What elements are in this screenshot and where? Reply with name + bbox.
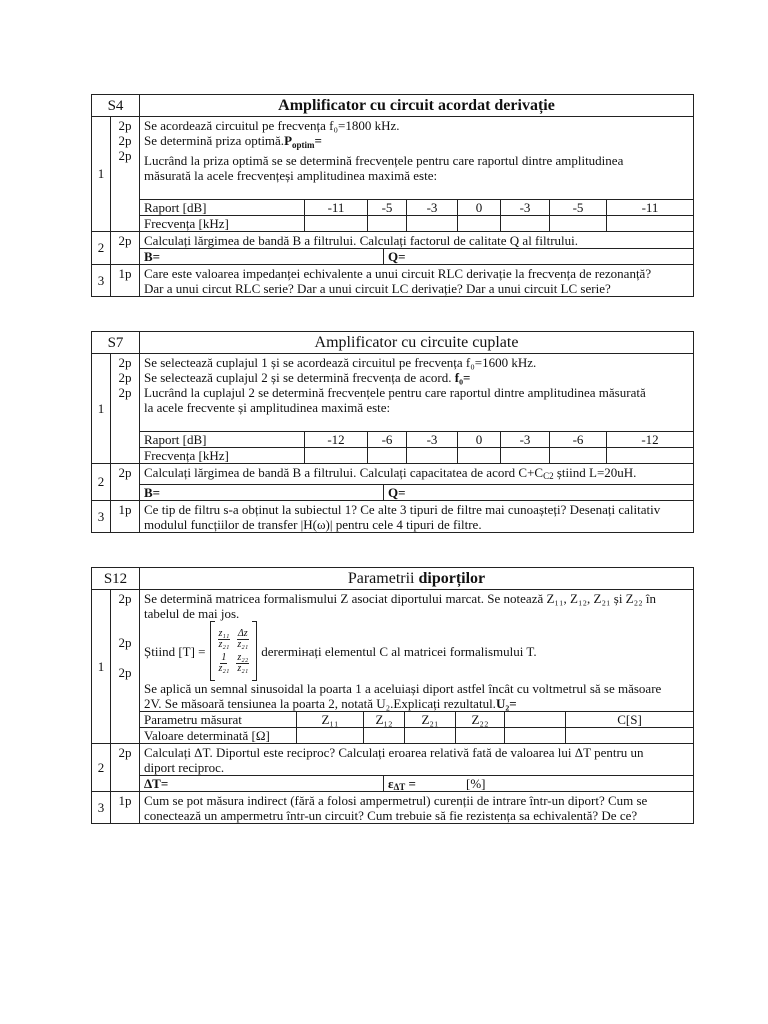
input-cell[interactable] <box>501 448 550 464</box>
input-cell[interactable] <box>305 216 368 232</box>
task-points: 2p 2p 2p <box>111 590 140 743</box>
task-row-2 <box>92 744 693 792</box>
input-cell[interactable] <box>407 216 458 232</box>
measurement-table: Raport [dB] -11 -5 -3 0 -3 -5 -11 Frecvența [kHz] <box>140 199 693 231</box>
section-code: S12 <box>92 568 140 589</box>
input-cell[interactable] <box>458 216 501 232</box>
task-row-1 <box>92 354 693 464</box>
task-content: Care este valoarea impedanței echivalente a unui circuit RLC derivație la frecvența de rezonanță? Dar a unui circut RLC serie? Dar a unui circuit LC derivație? Dar a unui circuit LC serie? <box>144 266 652 296</box>
task-number: 2 <box>92 464 111 500</box>
task-content: Se selectează cuplajul 1 și se acordează circuitul pe frecvența f₀=1600 kHz. Se selectează cuplajul 2 și se determină frecvența de acord. f₀= Lucrând la cuplajul 2 se determină frecvențele pentru care raportul dintre amplitudinea măsurată la acele frecvente și amplitudinea maximă este: Raport [dB] -12 -6 -3 0 -3 -6 -12 Frecvența [kHz] <box>140 354 693 463</box>
section-title: Amplificator cu circuit acordat derivație <box>278 97 555 114</box>
task-content: Calculați lărgimea de bandă B a filtrului. Calculați factorul de calitate Q al filtrului. B= Q= <box>140 232 693 264</box>
answer-b[interactable]: B= <box>140 249 384 264</box>
task-content: Calculați ΔT. Diportul este reciproc? Calculați eroarea relativă fată de valoarea lui ΔT pentru un diport reciproc. ΔT= $\varepsilon_{\Delta T}$ = [%] <box>140 744 693 791</box>
task-points: 1p <box>111 265 140 296</box>
measurement-table: Raport [dB] -12 -6 -3 0 -3 -6 -12 Frecvența [kHz] <box>140 431 693 463</box>
answer-b[interactable]: B= <box>140 485 384 500</box>
task-row-3 <box>92 265 693 296</box>
answer-row <box>140 484 693 500</box>
input-cell[interactable] <box>297 728 364 744</box>
input-cell[interactable] <box>405 728 456 744</box>
section-title: Parametrii diporților <box>347 570 486 587</box>
task-points: 2p <box>111 464 140 500</box>
task-row-2 <box>92 464 693 501</box>
section-header <box>92 332 693 354</box>
answer-q[interactable]: Q= <box>388 485 406 500</box>
input-cell[interactable] <box>550 448 607 464</box>
input-cell[interactable] <box>407 448 458 464</box>
task-content <box>140 117 693 231</box>
input-cell[interactable] <box>364 728 405 744</box>
task-points: 2p <box>111 232 140 264</box>
task-row-3 <box>92 501 693 532</box>
task-points: 2p 2p 2p <box>111 354 140 463</box>
task-number: 1 <box>92 590 111 743</box>
section-s7 <box>91 331 694 533</box>
input-cell[interactable] <box>368 448 407 464</box>
task-number: 3 <box>92 792 111 823</box>
task-number: 3 <box>92 501 111 532</box>
task-points: 1p <box>111 501 140 532</box>
task-row-2 <box>92 232 693 265</box>
task-number: 3 <box>92 265 111 296</box>
section-code: S4 <box>92 95 140 116</box>
input-cell[interactable] <box>607 216 694 232</box>
input-cell[interactable] <box>458 448 501 464</box>
section-header <box>92 568 693 590</box>
task-number: 2 <box>92 232 111 264</box>
task-text: Se acordează circuitul pe frecvența f₀=1800 kHz. Se determină priza $optimă.P_{optim}=$ Lucrând la priza optimă se se determină frecvențele pentru care raportul dintre amplitudinea măsurată la acele frecvențeși amplitudinea maximă este: <box>144 118 624 183</box>
task-row-1 <box>92 117 693 232</box>
answer-row: ΔT= $\varepsilon_{\Delta T}$ = [%] <box>140 775 693 791</box>
task-content: Se determină matricea formalismului Z asociat diportului marcat. Se notează Z₁₁, Z₁₂, Z₂₁ și Z₂₂ în tabelul de mai jos. Știind [T] = $\frac{\text{z₁₁}}{\text{z₂₁}}$ $\frac{1}{\text{z₂₁}}$ $\frac{\Delta z}{\text{z₂₁}}$ $\frac{\text{z₂₂}}{\text{z₂₁}}$ derermінați elementul C al matricei formalismului T. Se aplică un semnal sinusoidal la poarta 1 a aceluiași diport astfel încât cu voltmetrul să se măsoare 2V. Se măsoară tensiunea la poarta 2, notată U₂.Explicați rezultatul.U₂= Parametru măsurat Z₁₁ Z₁₂ Z₂₁ Z₂₂ C[S] Valoare determinată [Ω] <box>140 590 693 743</box>
section-code: S7 <box>92 332 140 353</box>
task-number: 1 <box>92 117 111 231</box>
task-row-3 <box>92 792 693 823</box>
input-cell[interactable] <box>607 448 694 464</box>
task-number: 1 <box>92 354 111 463</box>
input-cell[interactable] <box>368 216 407 232</box>
task-content: Cum se pot măsura indirect (fără a folosi ampermetrul) curenții de intrare într-un diport? Cum se conectează un ampermetru într-un circuit? Cum trebuie să fie rezistența sa echivalentă? De ce? <box>144 793 648 823</box>
matrix-statement: Știind [T] = $\frac{\text{z₁₁}}{\text{z₂₁}}$ $\frac{1}{\text{z₂₁}}$ $\frac{\Delta z}{\text{z₂₁}}$ $\frac{\text{z₂₂}}{\text{z₂₁}}$ derermінați elementul C al matricei formalismului T. <box>144 621 689 681</box>
task-content: Calculați lărgimea de bandă B a filtrului. Calculați capacitatea de acord $C+C_{C2}$ știind L=20uH. B= Q= <box>140 464 693 500</box>
answer-delta-t[interactable]: ΔT= <box>140 776 384 791</box>
input-cell[interactable] <box>501 216 550 232</box>
task-row-1 <box>92 590 693 744</box>
answer-q[interactable]: Q= <box>388 249 406 264</box>
section-s4 <box>91 94 694 297</box>
section-header <box>92 95 693 117</box>
section-s12 <box>91 567 694 824</box>
parameter-table: Parametru măsurat Z₁₁ Z₁₂ Z₂₁ Z₂₂ C[S] Valoare determinată [Ω] <box>140 711 693 743</box>
input-cell[interactable] <box>550 216 607 232</box>
input-cell[interactable] <box>566 728 694 744</box>
answer-row <box>140 248 693 264</box>
answer-epsilon[interactable]: $\varepsilon_{\Delta T}$ = <box>388 776 416 792</box>
task-points: 1p <box>111 792 140 823</box>
task-points: 2p <box>111 744 140 791</box>
section-title: Amplificator cu circuite cuplate <box>314 334 519 351</box>
task-points: 2p 2p 2p <box>111 117 140 231</box>
task-number: 2 <box>92 744 111 791</box>
input-cell[interactable] <box>456 728 505 744</box>
input-cell[interactable] <box>305 448 368 464</box>
task-content: Ce tip de filtru s-a obținut la subiectul 1? Ce alte 3 tipuri de filtre mai cunoașteți? Desenați calitativ modulul funcțiilor de transfer |H(ω)| pentru cele 4 tipuri de filtre. <box>144 502 661 532</box>
t-matrix: $\frac{\text{z₁₁}}{\text{z₂₁}}$ $\frac{1}{\text{z₂₁}}$ $\frac{\Delta z}{\text{z₂₁}}$ $\frac{\text{z₂₂}}{\text{z₂₁}}$ <box>210 621 258 681</box>
